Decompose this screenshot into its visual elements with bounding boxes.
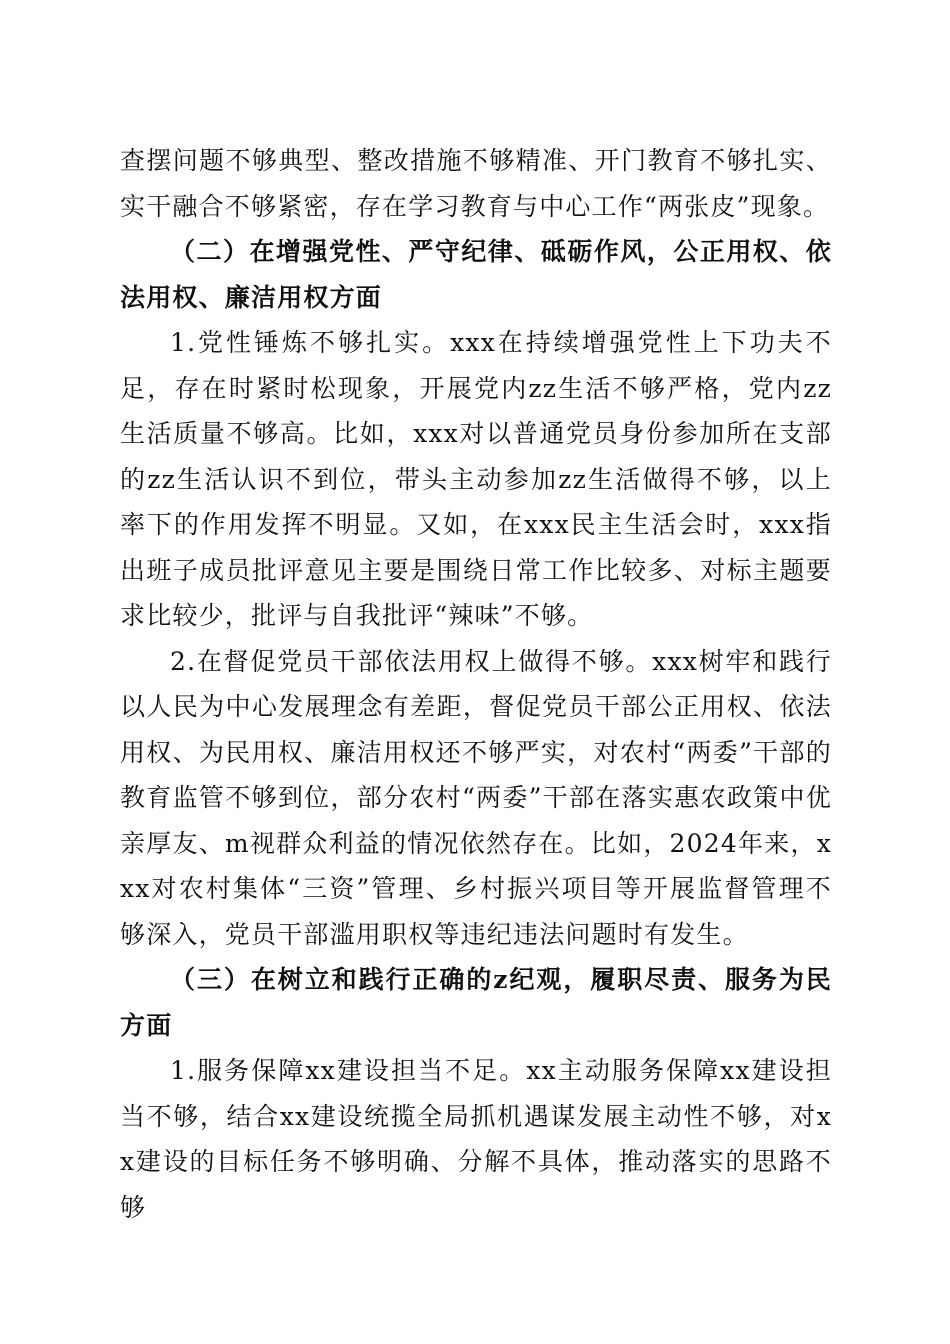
section-heading-3: （三）在树立和践行正确的z纪观，履职尽责、服务为民方面 <box>120 965 832 1040</box>
paragraph-item-3-1: 1.服务保障xx建设担当不足。xx主动服务保障xx建设担当不够，结合xx建设统揽全局抓机遇谋发展主动性不够，对xx建设的目标任务不够明确、分解不具体，推动落实的思路不够 <box>120 1056 832 1222</box>
document-body <box>120 138 832 1230</box>
section-heading-2: （二）在增强党性、严守纪律、砥砺作风，公正用权、依法用权、廉洁用权方面 <box>120 237 832 312</box>
paragraph-continuation: 查摆问题不够典型、整改措施不够精准、开门教育不够扎实、实干融合不够紧密，存在学习教育与中心工作“两张皮”现象。 <box>120 146 832 221</box>
paragraph-item-2-1: 1.党性锤炼不够扎实。xxx在持续增强党性上下功夫不足，存在时紧时松现象，开展党内zz生活不够严格，党内zz生活质量不够高。比如，xxx对以普通党员身份参加所在支部的zz生活认识不到位，带头主动参加zz生活做得不够，以上率下的作用发挥不明显。又如，在xxx民主生活会时，xxx指出班子成员批评意见主要是围绕日常工作比较多、对标主题要求比较少，批评与自我批评“辣味”不够。 <box>120 328 832 630</box>
paragraph-item-2-2: 2.在督促党员干部依法用权上做得不够。xxx树牢和践行以人民为中心发展理念有差距，督促党员干部公正用权、依法用权、为民用权、廉洁用权还不够严实，对农村“两委”干部的教育监管不够到位，部分农村“两委”干部在落实惠农政策中优亲厚友、m视群众利益的情况依然存在。比如，2024年来，xxx对农村集体“三资”管理、乡村振兴项目等开展监督管理不够深入，党员干部滥用职权等违纪违法问题时有发生。 <box>120 646 832 949</box>
